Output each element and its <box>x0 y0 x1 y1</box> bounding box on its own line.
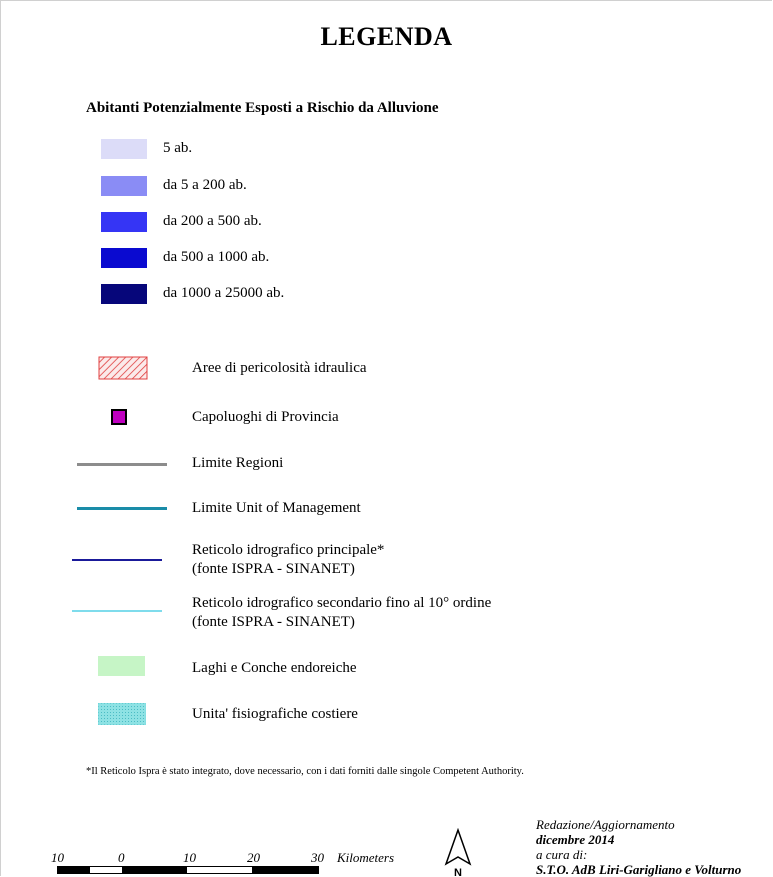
population-swatch-1 <box>101 139 147 159</box>
population-swatch-3 <box>101 212 147 232</box>
square-point-icon <box>111 409 127 425</box>
credits-line3: a cura di: <box>536 847 588 862</box>
footnote: *Il Reticolo Ispra è stato integrato, dove necessario, con i dati forniti dalle singole Competent Authority. <box>86 766 524 777</box>
secondary-network-label-line1: Reticolo idrografico secondario fino al 10° ordine <box>192 595 492 611</box>
credits <box>536 817 741 877</box>
population-label-4: da 500 a 1000 ab. <box>163 249 270 265</box>
uom-limit-label: Limite Unit of Management <box>192 500 361 516</box>
secondary-network-label-line2: (fonte ISPRA - SINANET) <box>192 614 355 630</box>
population-label-3: da 200 a 500 ab. <box>163 213 262 229</box>
credits-author: S.T.O. AdB Liri-Garigliano e Volturno <box>536 862 742 877</box>
population-swatch-2 <box>101 176 147 196</box>
scale-tick-label: 10 <box>51 850 64 865</box>
coastal-units-label: Unita' fisiografiche costiere <box>192 706 358 722</box>
main-network-label-line1: Reticolo idrografico principale* <box>192 542 385 558</box>
main-network-label-line2: (fonte ISPRA - SINANET) <box>192 561 355 577</box>
uom-limit-line <box>77 507 167 510</box>
hazard-area-label: Aree di pericolosità idraulica <box>192 360 367 376</box>
population-label-1: 5 ab. <box>163 140 193 156</box>
scale-tick-label: 30 <box>311 850 324 865</box>
region-limit-line <box>77 463 167 466</box>
population-swatch-4 <box>101 248 147 268</box>
credits-date: dicembre 2014 <box>536 832 615 847</box>
lakes-label: Laghi e Conche endoreiche <box>192 660 357 676</box>
coastal-units-swatch <box>98 703 146 725</box>
population-swatch-5 <box>101 284 147 304</box>
scale-segment <box>122 867 187 873</box>
north-arrow-icon <box>443 828 473 877</box>
scale-tick-label: 10 <box>183 850 196 865</box>
legend-subtitle: Abitanti Potenzialmente Esposti a Rischio da Alluvione <box>86 100 439 116</box>
credits-line1: Redazione/Aggiornamento <box>536 817 675 832</box>
hatched-area-icon <box>98 356 148 380</box>
secondary-network-line <box>72 610 162 612</box>
main-network-line <box>72 559 162 561</box>
population-label-2: da 5 a 200 ab. <box>163 177 247 193</box>
scale-tick-label: 20 <box>247 850 260 865</box>
scale-tick-label: 0 <box>118 850 125 865</box>
lakes-swatch <box>98 656 145 676</box>
scale-unit-label: Kilometers <box>337 850 395 865</box>
north-label: N <box>454 867 462 877</box>
scale-segment <box>58 867 90 873</box>
scale-segment <box>187 867 252 873</box>
provincial-capitals-label: Capoluoghi di Provincia <box>192 409 339 425</box>
scale-segment <box>90 867 122 873</box>
scale-segment <box>252 867 318 873</box>
population-label-5: da 1000 a 25000 ab. <box>163 285 285 301</box>
region-limit-label: Limite Regioni <box>192 455 284 471</box>
scale-bar <box>57 866 319 874</box>
legend-title: LEGENDA <box>320 22 453 51</box>
